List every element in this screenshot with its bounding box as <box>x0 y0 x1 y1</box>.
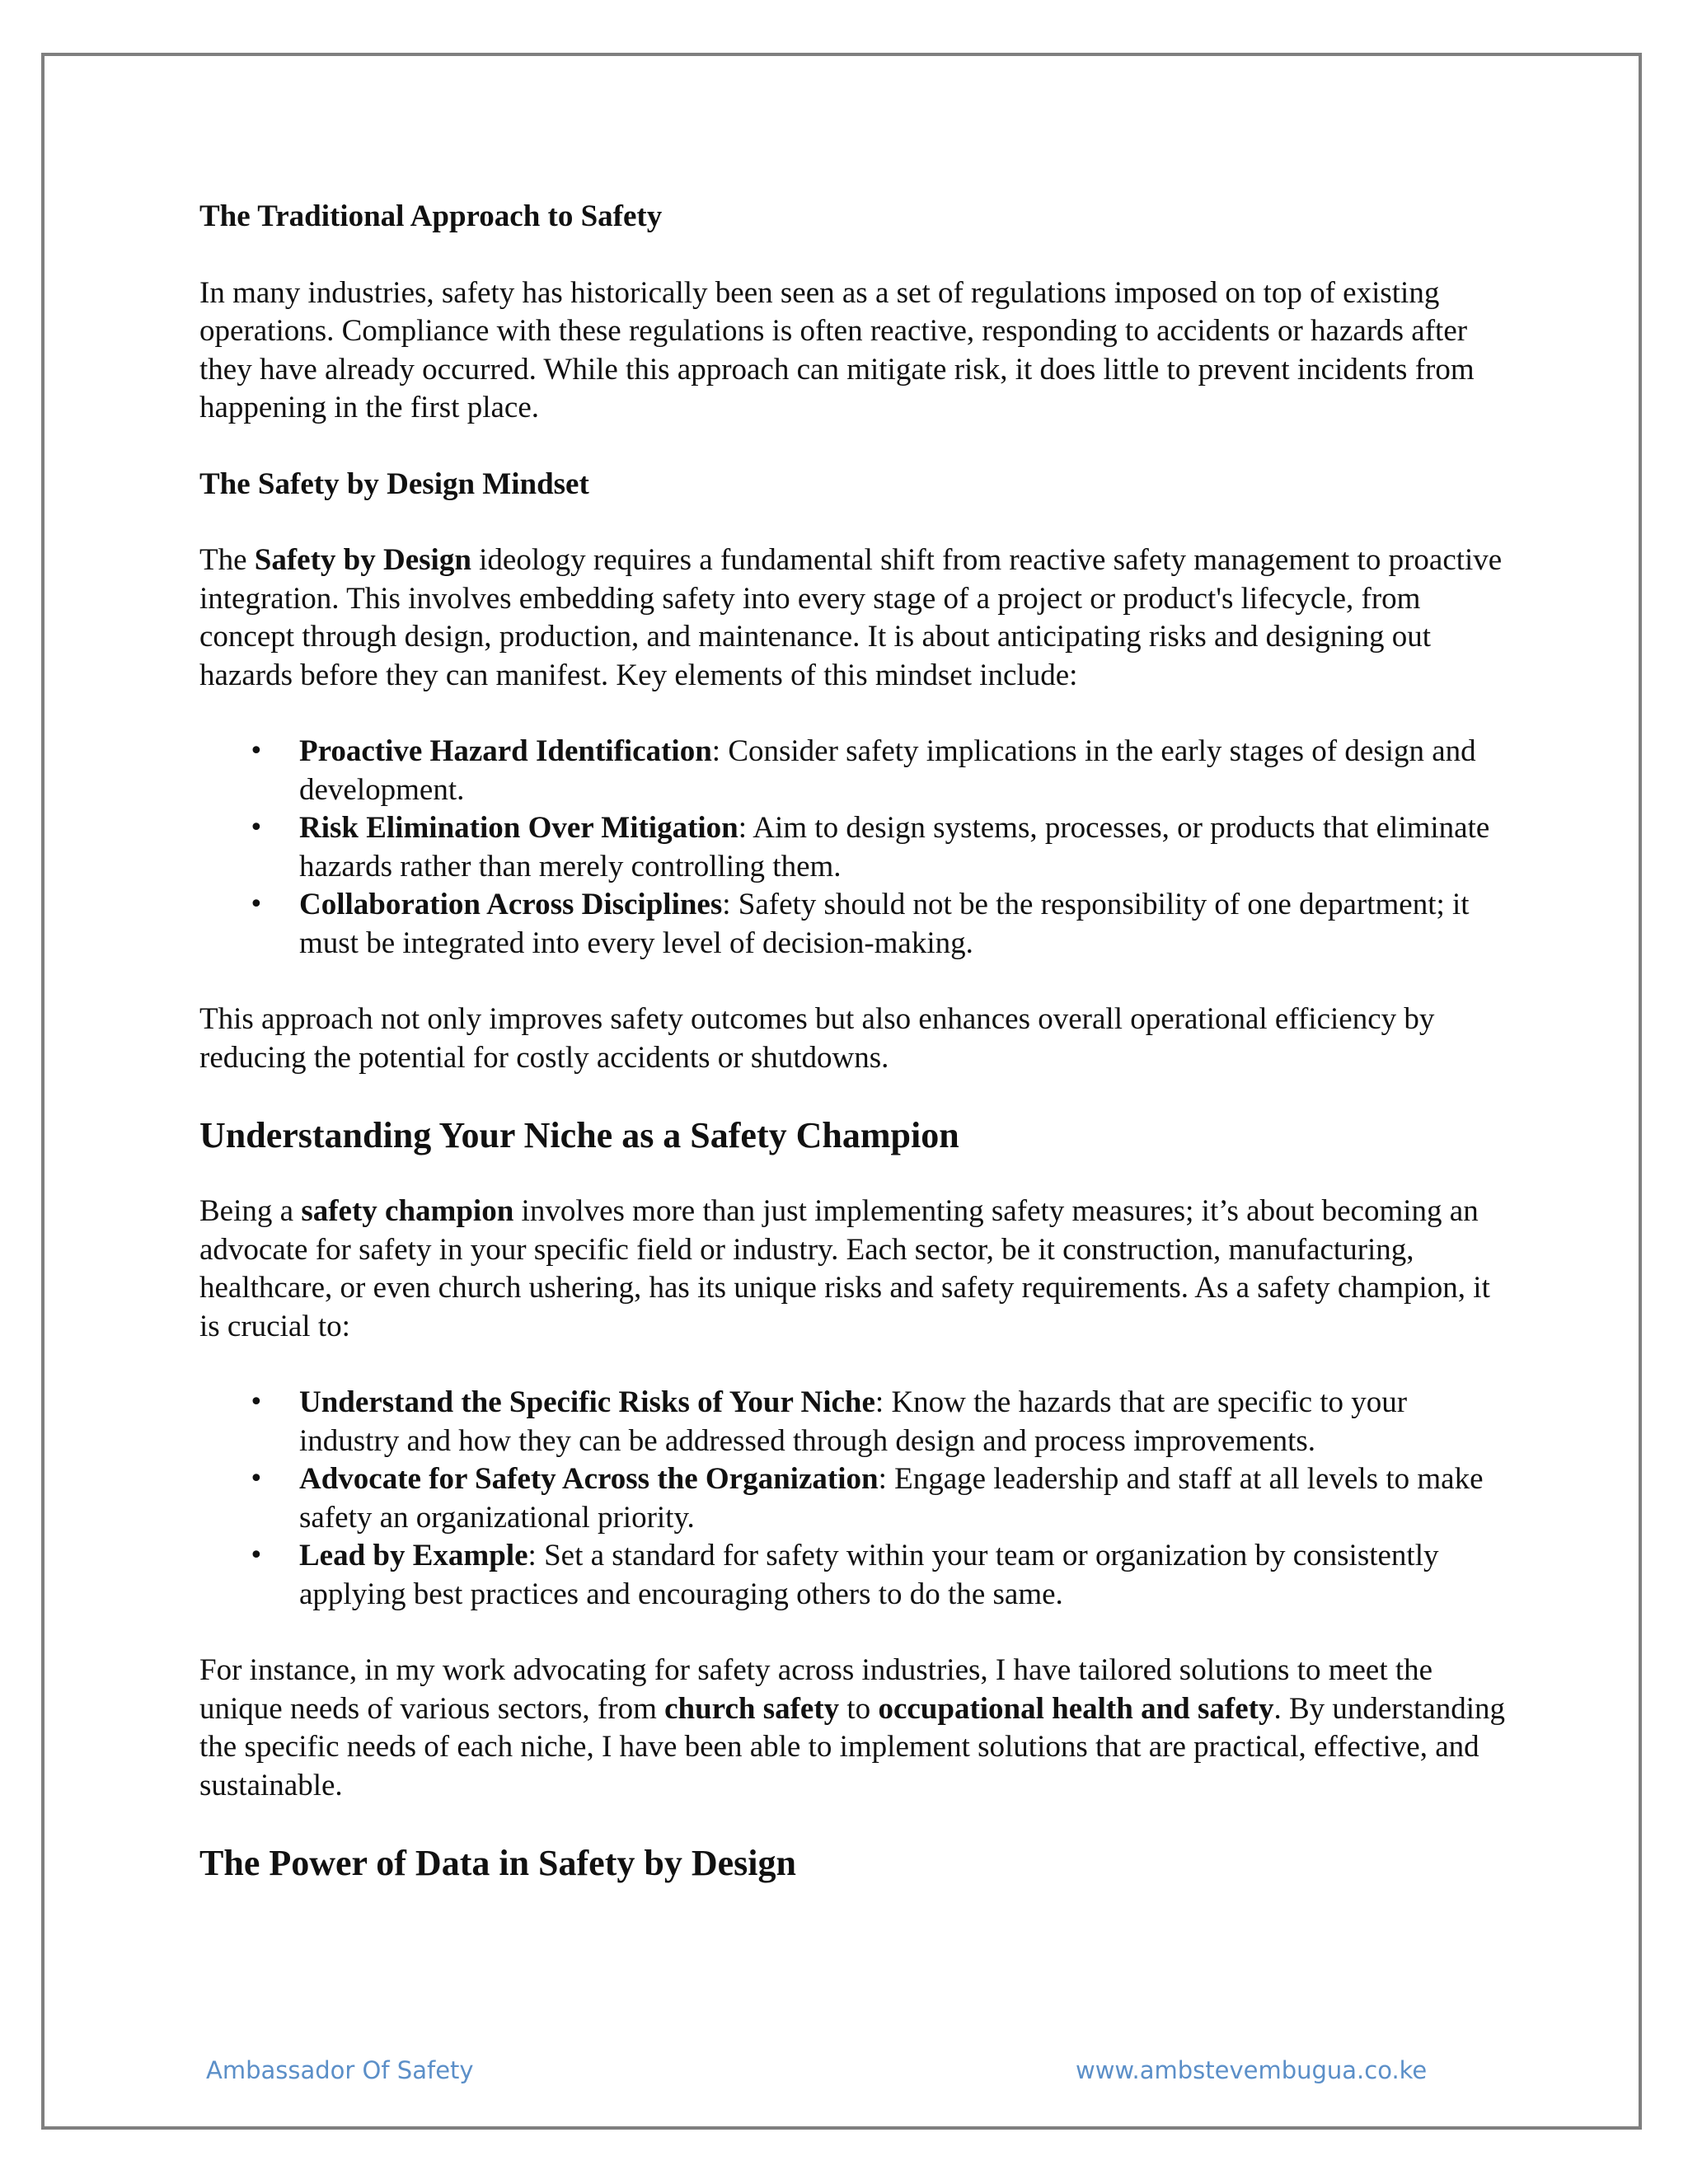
text-run: The <box>199 543 255 577</box>
list-item <box>199 809 1510 886</box>
bullet-term: Collaboration Across Disciplines <box>299 888 723 921</box>
text-run: involves more than just implementing safety measures; it’s about becoming an advocate for safety in your specific field or industry. Each sector, be it construction, manufacturing, healthcare, or even church ushering, has its unique risks and safety requirements. As a safety champion, it is crucial to: <box>199 1194 1490 1343</box>
heading-safety-by-design-mindset: The Safety by Design Mindset <box>199 466 589 501</box>
bullet-text: : Consider safety implications in the early stages of design and development. <box>299 734 1476 807</box>
bold-term: safety champion <box>301 1194 514 1228</box>
niche-bullet-list <box>199 1384 1510 1614</box>
bullet-icon: • <box>249 1541 264 1570</box>
paragraph-mindset-intro <box>199 541 1510 695</box>
text-run: to <box>839 1691 879 1726</box>
heading-traditional-approach: The Traditional Approach to Safety <box>199 199 663 233</box>
list-item <box>199 733 1510 809</box>
bullet-term: Lead by Example <box>299 1539 528 1572</box>
paragraph-niche-closing <box>199 1652 1510 1805</box>
bullet-term: Understand the Specific Risks of Your Niche <box>299 1385 875 1419</box>
bold-term: Safety by Design <box>254 543 471 577</box>
bullet-icon: • <box>249 813 264 842</box>
list-item <box>199 886 1510 963</box>
text-run: ideology requires a fundamental shift from reactive safety management to proactive integration. This involves embedding safety into every stage of a project or product's lifecycle, from concept through design, production, and maintenance. It is about anticipating risks and designing out hazards before they can manifest. Key elements of this mindset include: <box>199 543 1503 692</box>
bullet-icon: • <box>249 1465 264 1493</box>
heading-power-of-data: The Power of Data in Safety by Design <box>199 1843 796 1883</box>
bullet-term: Proactive Hazard Identification <box>299 734 712 768</box>
bullet-text: : Safety should not be the responsibility of one department; it must be integrated into every level of decision-making. <box>299 888 1470 960</box>
list-item <box>199 1384 1510 1460</box>
list-item <box>199 1537 1510 1614</box>
paragraph-mindset-closing: This approach not only improves safety outcomes but also enhances overall operational efficiency by reducing the potential for costly accidents or shutdowns. <box>199 1002 1435 1075</box>
bullet-term: Risk Elimination Over Mitigation <box>299 811 738 845</box>
bold-term: occupational health and safety <box>878 1691 1274 1726</box>
heading-understanding-niche: Understanding Your Niche as a Safety Champion <box>199 1115 959 1155</box>
mindset-bullet-list <box>199 733 1510 963</box>
document-body <box>199 198 1510 1886</box>
paragraph-traditional-approach: In many industries, safety has historically been seen as a set of regulations imposed on top of existing operations. Compliance with these regulations is often reactive, responding to accidents or hazards after they have already occurred. While this approach can mitigate risk, it does little to prevent incidents from happening in the first place. <box>199 275 1475 424</box>
bullet-text: : Engage leadership and staff at all levels to make safety an organizational priority. <box>299 1462 1484 1535</box>
bullet-text: : Set a standard for safety within your team or organization by consistently applying best practices and encouraging others to do the same. <box>299 1539 1439 1611</box>
footer-website-url: www.ambstevembugua.co.ke <box>1076 2056 1428 2084</box>
bullet-icon: • <box>249 890 264 919</box>
bullet-text: : Know the hazards that are specific to your industry and how they can be addressed through design and process improvements. <box>299 1385 1408 1458</box>
bullet-text: : Aim to design systems, processes, or products that eliminate hazards rather than merely controlling them. <box>299 811 1490 883</box>
bullet-icon: • <box>249 737 264 766</box>
footer-left-text: Ambassador Of Safety <box>206 2056 474 2084</box>
text-run: For instance, in my work advocating for safety across industries, I have tailored solutions to meet the unique needs of various sectors, from <box>199 1653 1433 1726</box>
bold-term: church safety <box>664 1691 840 1726</box>
list-item <box>199 1460 1510 1537</box>
paragraph-niche-intro <box>199 1193 1510 1346</box>
bullet-icon: • <box>249 1388 264 1417</box>
bullet-term: Advocate for Safety Across the Organization <box>299 1462 879 1496</box>
text-run: Being a <box>199 1194 302 1228</box>
text-run: . By understanding the specific needs of each niche, I have been able to implement solutions that are practical, effective, and sustainable. <box>199 1691 1506 1802</box>
